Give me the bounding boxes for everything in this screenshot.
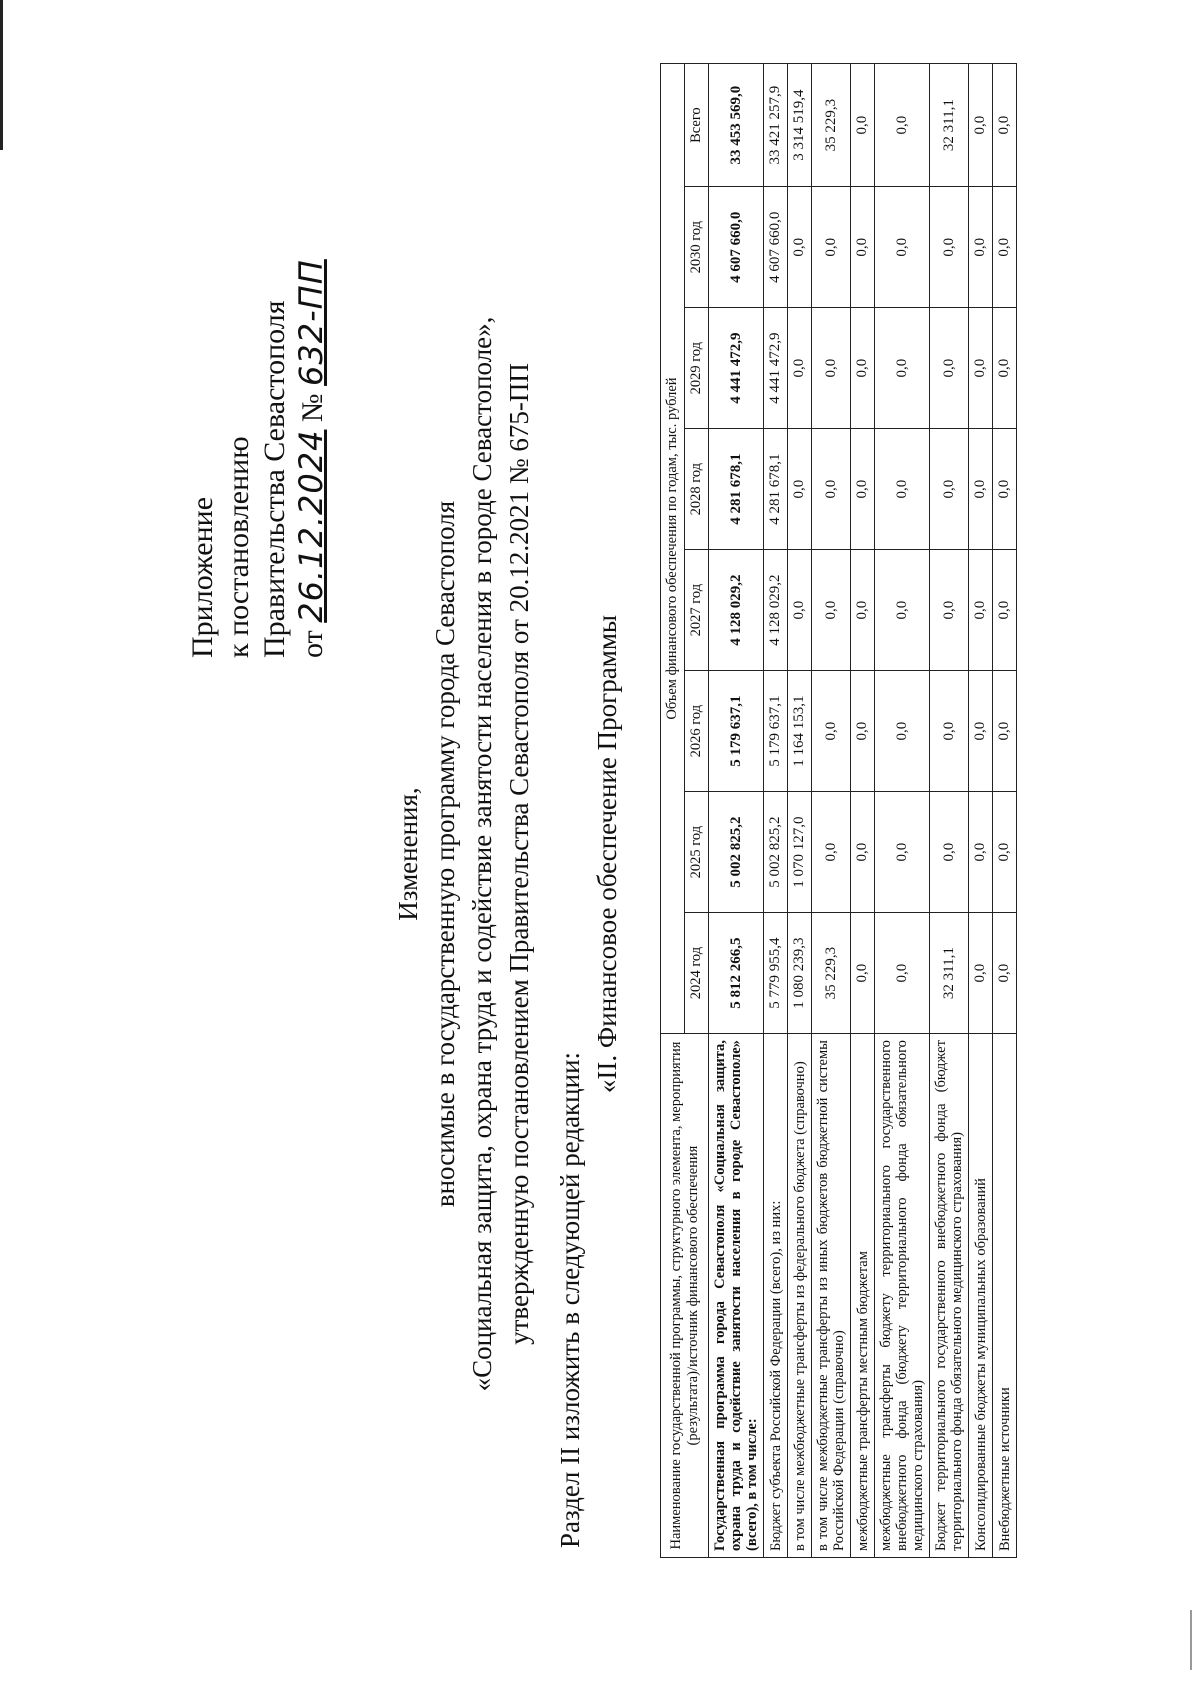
row-value: 0,0 xyxy=(993,429,1017,550)
row-value: 0,0 xyxy=(875,308,930,429)
date-prefix: от xyxy=(296,630,329,658)
header-year: 2026 год xyxy=(685,671,709,792)
header-year: Всего xyxy=(685,64,709,187)
row-value: 0,0 xyxy=(993,308,1017,429)
row-value: 0,0 xyxy=(993,64,1017,187)
row-value: 0,0 xyxy=(930,792,969,913)
row-value: 0,0 xyxy=(851,792,875,913)
header-group: Объем финансового обеспечения по годам, тыс. рублей xyxy=(661,64,685,1034)
row-value: 0,0 xyxy=(875,671,930,792)
row-value: 5 812 266,5 xyxy=(709,913,764,1034)
row-value: 32 311,1 xyxy=(930,64,969,187)
row-name: Бюджет территориального государственного внебюджетного фонда (бюджет территориального фонда обязательного медицинского страхования) xyxy=(930,1034,969,1558)
row-value: 0,0 xyxy=(812,792,851,913)
row-value: 4 281 678,1 xyxy=(764,429,788,550)
row-value: 35 229,3 xyxy=(812,64,851,187)
row-value: 0,0 xyxy=(930,550,969,671)
row-value: 0,0 xyxy=(788,429,812,550)
row-value: 0,0 xyxy=(851,671,875,792)
row-value: 0,0 xyxy=(875,429,930,550)
row-value: 0,0 xyxy=(875,792,930,913)
table-row xyxy=(851,64,875,1558)
row-value: 0,0 xyxy=(969,64,993,187)
header-name: Наименование государственной программы, структурного элемента, мероприятия (результата)/источник финансового обеспечения xyxy=(661,1034,709,1558)
row-name: Государственная программа города Севастополя «Социальная защита, охрана труда и содействие занятости населения в городе Севастополе» (всего), в том числе: xyxy=(709,1034,764,1558)
appendix-date-line xyxy=(293,259,331,658)
row-value: 0,0 xyxy=(851,64,875,187)
row-value: 1 070 127,0 xyxy=(788,792,812,913)
appendix-line-1: Приложение xyxy=(186,496,219,658)
table-row xyxy=(812,64,851,1558)
row-value: 0,0 xyxy=(812,671,851,792)
row-value: 0,0 xyxy=(993,913,1017,1034)
row-value: 3 314 519,4 xyxy=(788,64,812,187)
row-value: 5 779 955,4 xyxy=(764,913,788,1034)
row-value: 33 421 257,9 xyxy=(764,64,788,187)
row-value: 0,0 xyxy=(993,671,1017,792)
row-value: 0,0 xyxy=(788,550,812,671)
table-row xyxy=(993,64,1017,1558)
row-value: 4 128 029,2 xyxy=(764,550,788,671)
title-line-3: «Социальная защита, охрана труда и содействие занятости населения в городе Севастополе», xyxy=(467,316,497,1392)
row-name: межбюджетные трансферты бюджету территориального государственного внебюджетного фонда (бюджету территориального фонда обязательного медицинского страхования) xyxy=(875,1034,930,1558)
row-name: в том числе межбюджетные трансферты из иных бюджетов бюджетной системы Российской Федерации (справочно) xyxy=(812,1034,851,1558)
row-value: 0,0 xyxy=(930,671,969,792)
appendix-block xyxy=(185,259,331,658)
row-value: 0,0 xyxy=(930,187,969,308)
row-value: 0,0 xyxy=(812,308,851,429)
row-value: 0,0 xyxy=(993,792,1017,913)
row-value: 4 441 472,9 xyxy=(709,308,764,429)
title-line-2: вносимые в государственную программу города Севастополя xyxy=(430,500,460,1208)
row-value: 0,0 xyxy=(993,187,1017,308)
appendix-line-2: к постановлению xyxy=(222,436,255,658)
row-value: 32 311,1 xyxy=(930,913,969,1034)
row-value: 4 607 660,0 xyxy=(764,187,788,308)
row-name: межбюджетные трансферты местным бюджетам xyxy=(851,1034,875,1558)
row-value: 0,0 xyxy=(930,429,969,550)
row-value: 0,0 xyxy=(930,308,969,429)
header-year: 2028 год xyxy=(685,429,709,550)
row-value: 0,0 xyxy=(851,308,875,429)
row-name: Внебюджетные источники xyxy=(993,1034,1017,1558)
row-value: 0,0 xyxy=(812,187,851,308)
title-line-1: Изменения, xyxy=(393,787,423,921)
row-value: 4 281 678,1 xyxy=(709,429,764,550)
row-name: Консолидированные бюджеты муниципальных образований xyxy=(969,1034,993,1558)
row-value: 0,0 xyxy=(969,429,993,550)
row-value: 0,0 xyxy=(969,187,993,308)
row-value: 0,0 xyxy=(851,187,875,308)
financing-table xyxy=(660,63,1017,1558)
row-value: 0,0 xyxy=(788,187,812,308)
scan-edge-mark-right xyxy=(1190,1610,1192,1670)
row-value: 33 453 569,0 xyxy=(709,64,764,187)
row-value: 0,0 xyxy=(993,550,1017,671)
row-value: 5 179 637,1 xyxy=(764,671,788,792)
row-value: 5 179 637,1 xyxy=(709,671,764,792)
appendix-line-3: Правительства Севастополя xyxy=(258,300,291,658)
row-name: Бюджет субъекта Российской Федерации (всего), из них: xyxy=(764,1034,788,1558)
row-value: 1 080 239,3 xyxy=(788,913,812,1034)
row-value: 35 229,3 xyxy=(812,913,851,1034)
row-value: 0,0 xyxy=(812,550,851,671)
row-value: 0,0 xyxy=(875,64,930,187)
table-row xyxy=(764,64,788,1558)
header-year: 2027 год xyxy=(685,550,709,671)
table-row xyxy=(788,64,812,1558)
header-year: 2029 год xyxy=(685,308,709,429)
title-line-4: утвержденную постановлением Правительства Севастополя от 20.12.2021 № 675-ПП xyxy=(504,363,534,1345)
table-row xyxy=(969,64,993,1558)
row-value: 0,0 xyxy=(969,671,993,792)
number-prefix: № xyxy=(296,393,329,423)
row-value: 4 607 660,0 xyxy=(709,187,764,308)
row-value: 4 128 029,2 xyxy=(709,550,764,671)
header-year: 2024 год xyxy=(685,913,709,1034)
section-title: «II. Финансовое обеспечение Программы xyxy=(592,614,622,1094)
intro-text: Раздел II изложить в следующей редакции: xyxy=(555,1051,585,1548)
table-row xyxy=(930,64,969,1558)
handwritten-number: 632-ПП xyxy=(292,259,330,386)
header-year: 2025 год xyxy=(685,792,709,913)
table-row xyxy=(875,64,930,1558)
row-name: в том числе межбюджетные трансферты из федерального бюджета (справочно) xyxy=(788,1034,812,1558)
row-value: 0,0 xyxy=(875,913,930,1034)
table-body xyxy=(709,64,1017,1558)
table-row xyxy=(709,64,764,1558)
row-value: 5 002 825,2 xyxy=(764,792,788,913)
row-value: 1 164 153,1 xyxy=(788,671,812,792)
row-value: 5 002 825,2 xyxy=(709,792,764,913)
row-value: 0,0 xyxy=(969,792,993,913)
row-value: 0,0 xyxy=(969,913,993,1034)
row-value: 0,0 xyxy=(851,429,875,550)
row-value: 0,0 xyxy=(851,913,875,1034)
row-value: 0,0 xyxy=(969,308,993,429)
row-value: 0,0 xyxy=(812,429,851,550)
row-value: 0,0 xyxy=(875,187,930,308)
header-year: 2030 год xyxy=(685,187,709,308)
row-value: 0,0 xyxy=(969,550,993,671)
row-value: 0,0 xyxy=(788,308,812,429)
row-value: 4 441 472,9 xyxy=(764,308,788,429)
row-value: 0,0 xyxy=(851,550,875,671)
handwritten-date: 26.12.2024 xyxy=(292,429,330,623)
row-value: 0,0 xyxy=(875,550,930,671)
document-title xyxy=(390,0,538,1708)
